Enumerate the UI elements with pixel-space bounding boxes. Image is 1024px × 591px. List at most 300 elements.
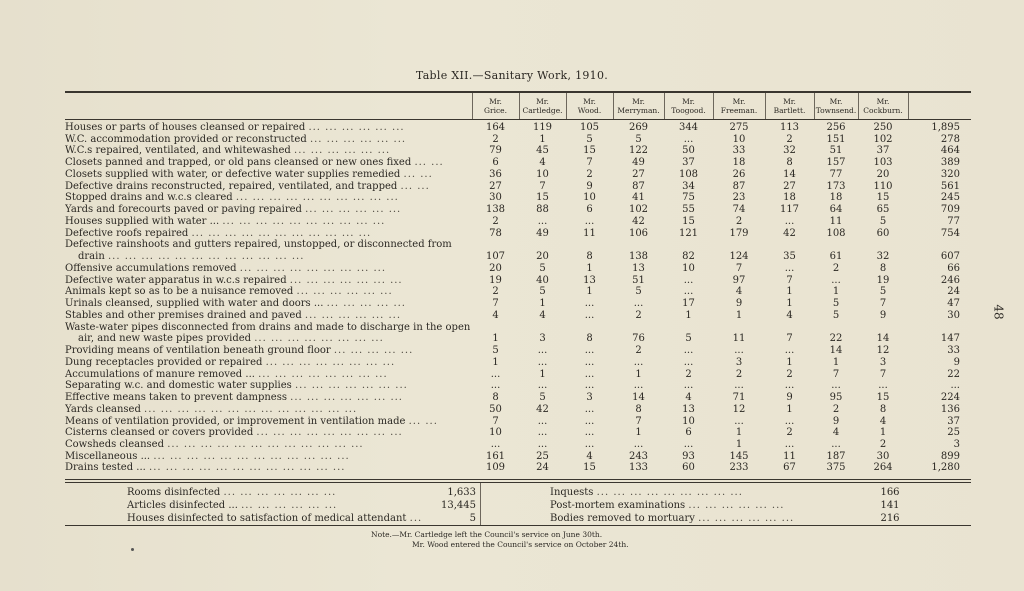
table-cell: 6: [586, 204, 593, 216]
table-cell: 60: [682, 462, 695, 474]
row-label: [65, 286, 470, 298]
leader-dots: ... ... ... ... ...: [326, 298, 406, 310]
summary-left-value: 1,633: [447, 487, 476, 498]
row-label: [65, 204, 470, 216]
table-cell: ...: [490, 380, 501, 392]
table-cell: 15: [536, 192, 549, 204]
table-cell: 15: [583, 145, 596, 157]
table-bottom-rule: [65, 479, 971, 480]
table-row: [65, 357, 971, 369]
table-cell: 11: [732, 333, 746, 345]
table-cell: 133: [628, 462, 649, 474]
table-cell: ...: [784, 262, 795, 274]
table-cell: ...: [784, 415, 795, 427]
leader-dots: ... ... ... ... ... ... ... ... ...: [239, 262, 387, 274]
table-cell: 1: [735, 427, 743, 439]
table-cell: 78: [489, 227, 502, 239]
table-cell: 40: [536, 274, 549, 286]
table-cell: 161: [485, 450, 506, 462]
row-label-text: Stopped drains and w.c.s cleared: [65, 192, 233, 204]
table-row: [65, 392, 971, 404]
leader-dots: ... ... ... ... ... ... ... ... ... ... ... ...: [107, 251, 305, 263]
table-cell: ...: [784, 345, 795, 357]
table-cell: 24: [947, 286, 960, 298]
leader-dots: ... ... ... ... ... ... ... ... ...: [256, 427, 403, 439]
row-label-text: Waste-water pipes disconnected from drains and made to discharge in the open: [65, 321, 470, 333]
leader-dots: ... ... ... ... ... ... ... ...: [254, 333, 384, 345]
table-cell: 66: [947, 262, 960, 274]
table-cell: 224: [940, 392, 960, 404]
table-cell: ...: [683, 438, 694, 450]
table-cell: 709: [940, 204, 960, 216]
table-cell: 33: [732, 145, 746, 157]
summary-label-text: Rooms disinfected: [127, 487, 221, 498]
table-cell: 95: [829, 392, 843, 404]
ink-speck: [131, 548, 134, 551]
row-label: [65, 298, 470, 310]
table-row: [65, 462, 971, 474]
table-cell: 7: [492, 298, 499, 310]
table-cell: ...: [734, 345, 744, 357]
table-cell: ...: [734, 380, 744, 392]
leader-dots: ... ... ... ... ... ... ... ... ... ... ... ...: [167, 438, 364, 450]
row-label: [65, 239, 470, 251]
column-header: [566, 97, 613, 119]
table-cell: 173: [826, 180, 846, 192]
table-cell: 9: [832, 415, 840, 427]
table-cell: ...: [831, 438, 841, 450]
table-cell: 36: [489, 168, 502, 180]
table-cell: 34: [682, 180, 695, 192]
table-cell: ...: [584, 298, 595, 310]
table-row: [65, 216, 971, 228]
table-cell: 7: [786, 274, 793, 286]
column-header: [472, 97, 519, 119]
table-cell: 1: [786, 403, 793, 415]
table-row: [65, 275, 971, 287]
table-cell: 122: [628, 145, 649, 157]
table-cell: 4: [832, 427, 840, 439]
table-cell: ...: [584, 368, 595, 380]
column-header-name: Cockburn.: [863, 106, 903, 115]
table-cell: 77: [947, 215, 960, 227]
table-cell: 42: [632, 215, 645, 227]
table-cell: 4: [539, 309, 546, 321]
leader-dots: ... ... ... ... ... ... ... ...: [265, 356, 396, 368]
table-cell: 108: [826, 227, 846, 239]
table-cell: ...: [584, 403, 595, 415]
table-row: [65, 369, 971, 381]
table-cell: 50: [682, 145, 695, 157]
leader-dots: ... ... ... ... ... ... ... ... ... ...: [222, 215, 386, 227]
leader-dots: ... ... ... ... ... ... ... ...: [258, 368, 388, 380]
table-cell: 1: [735, 438, 743, 450]
row-label: [65, 134, 470, 146]
table-cell: 7: [879, 368, 887, 380]
row-label-text: drain: [78, 251, 105, 263]
table-cell: 275: [729, 122, 749, 133]
table-cell: 1: [635, 368, 642, 380]
table-cell: 51: [829, 145, 843, 157]
column-separator: [472, 93, 473, 119]
summary-right-value: 141: [880, 500, 900, 511]
row-label: [65, 416, 470, 428]
table-cell: 320: [940, 168, 960, 180]
column-header-name: Freeman.: [720, 106, 758, 115]
leader-dots: ... ... ... ... ... ...: [308, 122, 405, 133]
table-cell: 33: [947, 345, 960, 357]
table-cell: 2: [832, 262, 840, 274]
table-cell: 464: [940, 145, 960, 157]
table-row: [65, 145, 971, 157]
table-cell: 18: [783, 192, 796, 204]
table-row: [65, 298, 971, 310]
row-label: [65, 462, 470, 474]
table-cell: 14: [876, 333, 890, 345]
row-label: [65, 380, 470, 392]
column-header-name: Townsend.: [815, 106, 857, 115]
table-cell: 5: [492, 345, 499, 357]
table-cell: 1: [832, 286, 840, 298]
summary-right-label: [550, 487, 743, 499]
leader-dots: ... ... ... ... ... ...: [294, 145, 391, 157]
leader-dots: ... ... ... ... ... ...: [304, 309, 402, 321]
table-cell: ...: [584, 356, 595, 368]
summary-bottom-rule: [65, 525, 971, 526]
table-cell: 7: [586, 157, 593, 169]
row-label: [65, 181, 470, 193]
leader-dots: ... ... ... ... ... ...: [296, 286, 393, 298]
column-header-name: Grice.: [484, 106, 507, 115]
table-cell: 5: [635, 133, 642, 145]
table-title: Table XII.—Sanitary Work, 1910.: [415, 69, 609, 82]
column-separator: [814, 93, 815, 119]
table-cell: ...: [683, 286, 694, 298]
table-bottom-rule-2: [65, 482, 971, 483]
table-cell: 10: [682, 262, 695, 274]
table-cell: 27: [489, 180, 502, 192]
row-label: [65, 275, 470, 287]
table-cell: 2: [635, 345, 642, 357]
table-cell: 1: [735, 309, 743, 321]
table-cell: 11: [583, 227, 596, 239]
table-cell: 10: [489, 427, 502, 439]
table-cell: 64: [829, 204, 843, 216]
table-cell: 14: [829, 345, 843, 357]
table-cell: ...: [584, 427, 595, 439]
row-label: [65, 310, 470, 322]
table-cell: 5: [635, 286, 642, 298]
row-label-text: Offensive accumulations removed: [65, 262, 237, 274]
table-cell: 6: [685, 427, 692, 439]
row-label: [65, 322, 470, 334]
table-cell: 25: [947, 427, 960, 439]
table-row: [65, 286, 971, 298]
summary-label-text: Articles disinfected ...: [127, 500, 238, 511]
table-row: [65, 451, 971, 463]
table-cell: 245: [940, 192, 960, 204]
row-label-text: Defective water apparatus in w.c.s repaired: [65, 274, 287, 286]
table-cell: 15: [682, 215, 695, 227]
table-cell: 5: [879, 286, 887, 298]
table-row: [65, 322, 971, 334]
table-cell: 23: [732, 192, 746, 204]
table-cell: 20: [489, 262, 502, 274]
table-cell: 102: [873, 133, 893, 145]
table-cell: 30: [489, 192, 502, 204]
table-cell: 30: [947, 309, 960, 321]
table-cell: 19: [876, 274, 890, 286]
summary-right-value: 166: [880, 487, 900, 498]
table-cell: 117: [779, 204, 800, 216]
table-cell: 49: [536, 227, 549, 239]
column-separator: [519, 93, 520, 119]
table-cell: 45: [536, 145, 549, 157]
column-header-title: Mr.: [632, 97, 645, 106]
row-label-text: Animals kept so as to be a nuisance removed: [65, 286, 294, 298]
leader-dots: ... ... ... ... ... ...: [241, 500, 338, 511]
row-label-text: Dung receptacles provided or repaired: [65, 356, 263, 368]
table-cell: 37: [947, 415, 960, 427]
table-cell: 20: [536, 251, 549, 263]
summary-divider: [480, 483, 481, 525]
table-cell: ...: [490, 438, 501, 450]
table-cell: 1: [539, 368, 546, 380]
table-cell: ...: [584, 215, 595, 227]
row-label: [65, 216, 470, 228]
table-cell: 8: [492, 392, 499, 404]
table-cell: 2: [735, 215, 743, 227]
table-cell: 179: [729, 227, 749, 239]
column-header: [858, 97, 908, 119]
table-cell: 88: [536, 204, 549, 216]
table-cell: ...: [831, 380, 841, 392]
table-cell: 105: [579, 122, 600, 133]
table-cell: ...: [784, 215, 795, 227]
row-label-text: Providing means of ventilation beneath ground floor: [65, 345, 331, 357]
table-cell: 10: [583, 192, 596, 204]
leader-dots: ... ... ... ... ... ... ...: [223, 487, 337, 498]
table-cell: 51: [632, 274, 645, 286]
table-cell: 35: [783, 251, 796, 263]
row-label: [65, 251, 483, 263]
table-cell: 7: [832, 368, 840, 380]
table-cell: 1: [879, 427, 887, 439]
table-cell: 113: [779, 122, 800, 133]
row-label: [65, 333, 483, 345]
column-header: [664, 97, 713, 119]
summary-label-text: Inquests: [550, 487, 594, 498]
table-row: [65, 251, 971, 263]
leader-dots: ... ... ... ... ... ...: [309, 133, 407, 145]
table-cell: 187: [826, 450, 846, 462]
table-cell: 7: [786, 333, 793, 345]
leader-dots: ... ...: [400, 180, 430, 192]
table-cell: 5: [832, 298, 840, 310]
table-cell: 13: [632, 262, 645, 274]
table-cell: ...: [950, 380, 960, 392]
table-cell: 1: [786, 356, 793, 368]
table-cell: 145: [729, 450, 749, 462]
table-cell: 1: [635, 427, 642, 439]
leader-dots: ...: [409, 513, 423, 524]
leader-dots: ... ... ... ... ... ... ...: [290, 392, 403, 404]
table-cell: 3: [879, 356, 887, 368]
header-rule: [65, 119, 971, 120]
table-cell: 18: [732, 157, 746, 169]
row-label-text: Effective means taken to prevent dampness: [65, 392, 287, 404]
table-row: [65, 122, 971, 134]
table-cell: ...: [584, 345, 595, 357]
table-cell: ...: [784, 380, 795, 392]
table-cell: 102: [628, 204, 649, 216]
leader-dots: ... ... ... ... ... ... ... ... ... ...: [235, 192, 399, 204]
table-cell: 11: [783, 450, 796, 462]
leader-dots: ... ... ... ... ... ... ...: [294, 380, 408, 392]
row-label-text: Stables and other premises drained and paved: [65, 309, 302, 321]
table-cell: 24: [536, 462, 549, 474]
table-cell: 7: [492, 415, 499, 427]
table-cell: 3: [586, 392, 593, 404]
table-row: [65, 192, 971, 204]
table-cell: ...: [878, 380, 888, 392]
table-cell: 2: [492, 133, 499, 145]
table-cell: ...: [584, 415, 595, 427]
row-label-text: Defective rainshoots and gutters repaired, unstopped, or disconnected from: [65, 239, 452, 251]
table-row: [65, 169, 971, 181]
row-label-text: Yards cleansed: [65, 403, 141, 415]
table-cell: 899: [940, 450, 960, 462]
table-cell: 2: [492, 286, 499, 298]
row-label: [65, 392, 470, 404]
table-cell: 138: [485, 204, 506, 216]
column-separator: [908, 93, 909, 119]
table-cell: 42: [783, 227, 796, 239]
column-header-title: Mr.: [489, 97, 502, 106]
table-cell: 233: [729, 462, 749, 474]
table-cell: 25: [536, 450, 549, 462]
table-cell: 1,895: [931, 122, 960, 133]
table-cell: 37: [682, 157, 695, 169]
column-header: [814, 97, 858, 119]
table-row: [65, 134, 971, 146]
table-cell: 8: [635, 403, 642, 415]
table-cell: 1: [786, 286, 793, 298]
column-separator: [765, 93, 766, 119]
leader-dots: ... ... ... ... ...: [333, 345, 414, 357]
table-cell: 41: [632, 192, 645, 204]
table-cell: 18: [829, 192, 843, 204]
table-cell: ...: [584, 380, 595, 392]
row-label: [65, 228, 470, 240]
leader-dots: ... ... ... ... ... ... ...: [289, 274, 403, 286]
table-cell: 7: [879, 298, 887, 310]
table-cell: ...: [683, 133, 694, 145]
leader-dots: ... ...: [414, 157, 444, 169]
summary-right-label: [550, 513, 794, 525]
column-header-name: Toogood.: [671, 106, 706, 115]
leader-dots: ... ... ... ... ... ... ... ... ... ... ...: [191, 227, 372, 239]
leader-dots: ... ...: [403, 168, 433, 180]
table-cell: 375: [826, 462, 846, 474]
table-cell: ...: [537, 345, 548, 357]
table-cell: 12: [732, 403, 746, 415]
table-cell: 42: [536, 403, 549, 415]
row-label-text: Closets supplied with water, or defective water supplies remedied: [65, 168, 401, 180]
table-cell: 4: [685, 392, 692, 404]
table-cell: 27: [632, 168, 645, 180]
leader-dots: ... ... ... ... ... ... ... ... ...: [596, 487, 743, 498]
table-cell: 71: [732, 392, 746, 404]
row-label: [65, 404, 470, 416]
table-cell: 2: [685, 368, 692, 380]
table-cell: 8: [786, 157, 793, 169]
row-label: [65, 157, 470, 169]
column-header: [908, 97, 964, 119]
row-label: [65, 169, 470, 181]
row-label: [65, 369, 470, 381]
row-label: [65, 451, 470, 463]
top-rule: [65, 91, 971, 93]
table-row: [65, 333, 971, 345]
table-cell: 3: [539, 333, 546, 345]
table-cell: 1: [685, 309, 692, 321]
table-cell: 5: [685, 333, 692, 345]
table-row: [65, 345, 971, 357]
row-label-text: Defective drains reconstructed, repaired, ventilated, and trapped: [65, 180, 398, 192]
column-separator: [613, 93, 614, 119]
table-row: [65, 239, 971, 251]
table-cell: 87: [732, 180, 746, 192]
table-cell: 1: [832, 356, 840, 368]
row-label-text: air, and new waste pipes provided: [78, 333, 252, 345]
table-cell: 22: [829, 333, 843, 345]
row-label: [65, 427, 470, 439]
row-label: [65, 357, 470, 369]
table-cell: 256: [826, 122, 846, 133]
table-cell: 3: [735, 356, 743, 368]
table-cell: 124: [729, 251, 749, 263]
table-cell: 164: [485, 122, 506, 133]
table-cell: 2: [879, 438, 887, 450]
table-cell: 6: [492, 157, 499, 169]
table-cell: 65: [876, 204, 890, 216]
table-cell: 13: [682, 403, 695, 415]
table-cell: 55: [682, 204, 695, 216]
table-cell: 4: [879, 415, 887, 427]
table-cell: 4: [786, 309, 793, 321]
table-cell: 119: [532, 122, 553, 133]
row-label-text: Cowsheds cleansed: [65, 438, 165, 450]
table-row: [65, 181, 971, 193]
table-cell: 4: [492, 309, 499, 321]
table-cell: 19: [489, 274, 502, 286]
table-cell: 14: [783, 168, 796, 180]
table-cell: 2: [832, 403, 840, 415]
table-cell: 15: [876, 392, 890, 404]
row-label-text: Defective roofs repaired: [65, 227, 189, 239]
table-cell: 10: [682, 415, 695, 427]
row-label-text: W.C.s repaired, ventilated, and whitewashed: [65, 145, 291, 157]
page-number: 48: [991, 304, 1006, 320]
column-header-title: Mr.: [783, 97, 796, 106]
column-header-title: Mr.: [583, 97, 596, 106]
table-cell: 26: [732, 168, 746, 180]
table-cell: 9: [735, 298, 743, 310]
table-cell: 15: [583, 462, 596, 474]
row-label: [65, 192, 470, 204]
table-row: [65, 404, 971, 416]
